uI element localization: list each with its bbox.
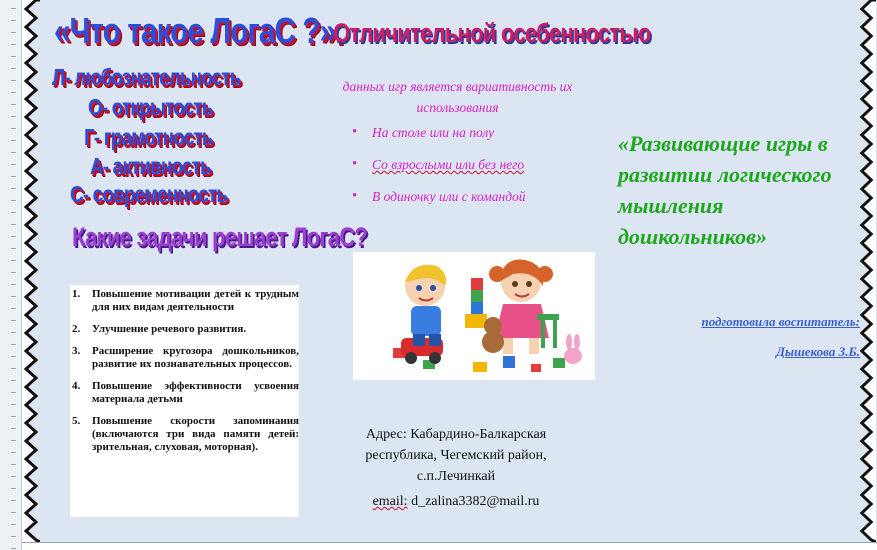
ruler-tick bbox=[11, 68, 16, 69]
address-text: Адрес: Кабардино-Балкарская республика, Чегемский район, с.п.Лечинкай bbox=[365, 427, 547, 484]
ruler-tick bbox=[11, 20, 16, 21]
feature-heading: Отличительной осебенностью bbox=[333, 18, 651, 48]
ruler-tick bbox=[11, 392, 16, 393]
ruler-tick bbox=[11, 308, 16, 309]
task-item: 5. Повышение скорости запоминания (включаются три вида памяти детей: зрительная, слуховая, моторная). bbox=[72, 415, 299, 453]
ruler-tick bbox=[11, 452, 16, 453]
ruler-tick bbox=[11, 380, 16, 381]
ruler-tick bbox=[11, 368, 16, 369]
ruler-tick bbox=[11, 500, 16, 501]
feature-bullet-item: • В одиночку или с командой bbox=[352, 188, 582, 205]
ruler-tick bbox=[11, 260, 16, 261]
vertical-ruler[interactable] bbox=[0, 0, 22, 550]
ruler-tick bbox=[11, 164, 16, 165]
ruler-tick bbox=[11, 248, 16, 249]
tasks-list bbox=[70, 285, 299, 454]
left-title: «Что такое ЛогаС ?». bbox=[54, 10, 343, 51]
ruler-tick bbox=[11, 152, 16, 153]
feature-bullet-item: • Со взрослыми или без него bbox=[352, 156, 582, 173]
ruler-tick bbox=[11, 116, 16, 117]
acronym-line-g: Г- грамотность bbox=[84, 124, 213, 150]
ruler-tick bbox=[11, 176, 16, 177]
task-item: 4. Повышение эффективности усвоения материала детьми bbox=[72, 380, 299, 405]
acronym-line-a: А- активность bbox=[90, 153, 211, 179]
booklet-title: «Развивающие игры в развитии логического мышления дошкольников» bbox=[618, 131, 832, 249]
ruler-tick bbox=[11, 548, 16, 549]
page-left-edge bbox=[22, 0, 40, 542]
ruler-tick bbox=[11, 284, 16, 285]
ruler-tick bbox=[11, 8, 16, 9]
ruler-tick bbox=[11, 476, 16, 477]
ruler-tick bbox=[11, 44, 16, 45]
page-right-edge bbox=[858, 0, 876, 542]
email-label: email: bbox=[372, 494, 408, 509]
acronym-line-s: С- современность bbox=[70, 181, 228, 207]
children-illustration bbox=[353, 252, 595, 380]
ruler-tick bbox=[11, 92, 16, 93]
ruler-tick bbox=[11, 272, 16, 273]
feature-intro: данных игр является вариативность их использования bbox=[342, 79, 573, 115]
ruler-tick bbox=[11, 428, 16, 429]
ruler-tick bbox=[11, 200, 16, 201]
ruler-tick bbox=[11, 464, 16, 465]
ruler-tick bbox=[11, 404, 16, 405]
ruler-tick bbox=[11, 320, 16, 321]
ruler-tick bbox=[11, 236, 16, 237]
ruler-tick bbox=[11, 80, 16, 81]
ruler-tick bbox=[11, 224, 16, 225]
ruler-tick bbox=[11, 416, 16, 417]
ruler-tick bbox=[11, 104, 16, 105]
acronym-line-o: О- открытость bbox=[88, 94, 213, 120]
ruler-tick bbox=[11, 356, 16, 357]
ruler-tick bbox=[11, 512, 16, 513]
ruler-tick bbox=[11, 140, 16, 141]
ruler-tick bbox=[11, 56, 16, 57]
ruler-tick bbox=[11, 536, 16, 537]
ruler-tick bbox=[11, 440, 16, 441]
tasks-list-box[interactable] bbox=[70, 285, 299, 517]
ruler-tick bbox=[11, 332, 16, 333]
tasks-heading: Какие задачи решает ЛогаС? bbox=[72, 222, 368, 252]
feature-bullet-item: • На столе или на полу bbox=[352, 124, 582, 141]
ruler-tick bbox=[11, 296, 16, 297]
children-playing-image[interactable] bbox=[353, 252, 595, 380]
ruler-tick bbox=[11, 488, 16, 489]
task-item: 1. Повышение мотивации детей к трудным для них видам деятельности bbox=[72, 288, 299, 313]
ruler-tick bbox=[11, 128, 16, 129]
task-item: 3. Расширение кругозора дошкольников, развитие их познавательных процессов. bbox=[72, 345, 299, 370]
ruler-tick bbox=[11, 32, 16, 33]
author-name: Дышекова З.Б. bbox=[776, 344, 860, 359]
email-line bbox=[340, 494, 572, 510]
feature-bullets bbox=[352, 124, 582, 220]
prepared-by-label: подготовила воспитатель: bbox=[701, 314, 860, 329]
ruler-tick bbox=[11, 212, 16, 213]
page-bottom-edge bbox=[22, 542, 877, 550]
task-item: 2. Улучшение речевого развития. bbox=[72, 323, 247, 335]
email-value[interactable]: d_zalina3382@mail.ru bbox=[411, 494, 540, 509]
ruler-tick bbox=[11, 344, 16, 345]
ruler-tick bbox=[11, 524, 16, 525]
acronym-line-l: Л- любознательность bbox=[52, 64, 241, 90]
ruler-tick bbox=[11, 188, 16, 189]
